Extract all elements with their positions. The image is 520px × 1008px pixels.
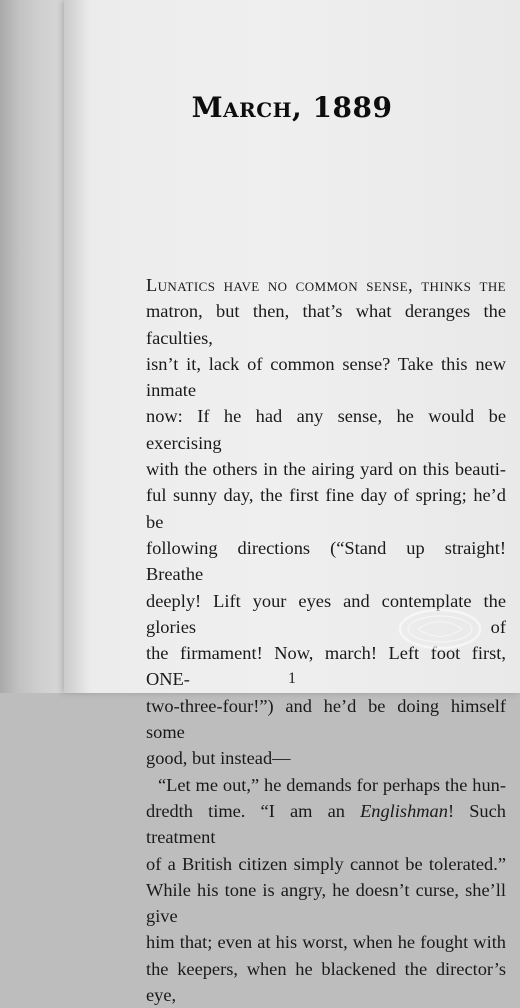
text-line: him that; even at his worst, when he fought with xyxy=(146,932,506,953)
text-line: with the others in the airing yard on this beauti- xyxy=(146,459,506,480)
paragraph-1 xyxy=(146,272,506,772)
text-line: good, but instead— xyxy=(146,748,291,769)
paragraph-2 xyxy=(146,772,506,1008)
text-line: two-three-four!”) and he’d be doing himself some xyxy=(146,695,506,743)
text-line: isn’t it, lack of common sense? Take this new inmate xyxy=(146,353,506,401)
emphasis-word: Englishman xyxy=(360,800,448,821)
chapter-title: March, 1889 xyxy=(191,91,393,124)
text-line-with-emphasis xyxy=(146,798,506,851)
text-fragment: ! Such treatment xyxy=(146,800,506,848)
paragraph-lead: Lunatics have no common sense, thinks the xyxy=(146,275,506,295)
watermark-stamp xyxy=(396,606,484,652)
text-line: ful sunny day, the first fine day of spring; he’d be xyxy=(146,485,506,532)
text-line: “Let me out,” he demands for perhaps the hun- xyxy=(158,774,506,795)
text-line: now: If he had any sense, he would be exercising xyxy=(146,406,506,453)
text-fragment: dredth time. “I am an xyxy=(146,800,361,821)
text-line: matron, but then, that’s what deranges the faculties, xyxy=(146,301,506,348)
text-line: of a British citizen simply cannot be tolerated.” xyxy=(146,853,506,874)
text-line: the keepers, when he blackened the director’s eye, xyxy=(146,958,506,1006)
text-line: the firmament! Now, march! Left foot first, ONE- xyxy=(146,643,506,690)
text-line: deeply! Lift your eyes and contemplate the glories of xyxy=(146,590,506,637)
text-line: While his tone is angry, he doesn’t curse, she’ll give xyxy=(146,879,506,927)
page-number: 1 xyxy=(288,670,296,687)
book-page xyxy=(64,0,520,1006)
text-line: following directions (“Stand up straight! Breathe xyxy=(146,537,506,585)
